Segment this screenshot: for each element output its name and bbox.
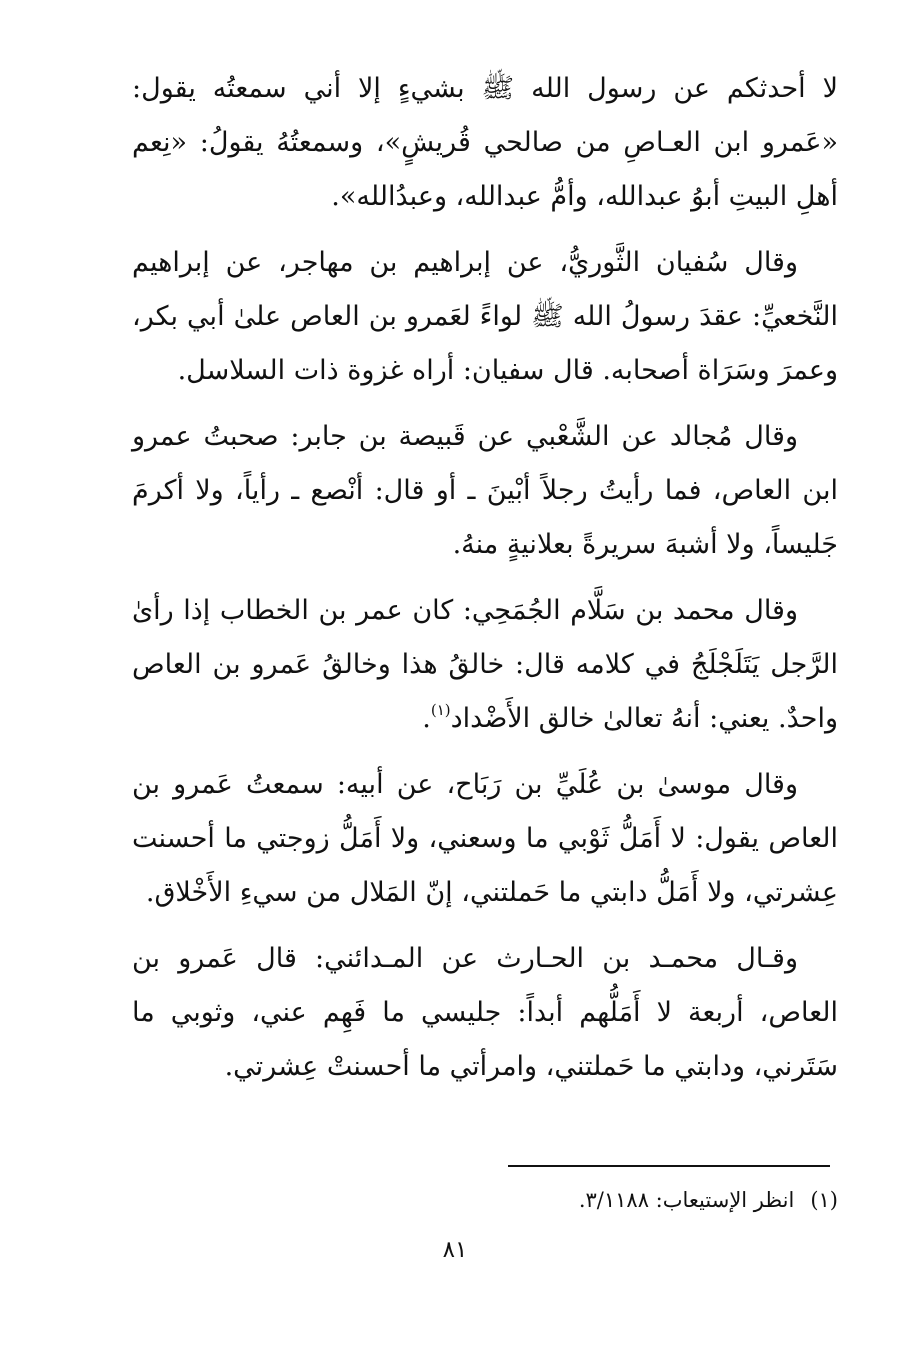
main-text	[132, 62, 838, 1094]
footnote-divider	[508, 1165, 830, 1167]
paragraph-1: لا أحدثكم عن رسول الله ﷺ بشيءٍ إلا أني سمعتُه يقول: «عَمرو ابن العـاصِ من صالحي قُريشٍ»، وسمعتُهُ يقولُ: «نِعم أهلِ البيتِ أبوُ عبدالله، وأمُّ عبدالله، وعبدُالله».	[132, 73, 838, 212]
paragraph-3: وقال مُجالد عن الشَّعْبي عن قَبيصة بن جابر: صحبتُ عمرو ابن العاص، فما رأيتُ رجلاً أبْينَ ـ أو قال: أنْصع ـ رأياً، ولا أكرمَ جَليساً، ولا أشبهَ سريرةً بعلانيةٍ منهُ.	[132, 421, 838, 560]
page-number: ٨١	[442, 1237, 468, 1263]
paragraph-6: وقـال محمـد بن الحـارث عن المـدائني: قال عَمرو بن العاص، أربعة لا أَمَلُّهم أبداً: جليسي ما فَهِم عني، وثوبي ما سَتَرني، ودابتي ما حَملتني، وامرأتي ما أحسنتْ عِشرتي.	[132, 943, 838, 1082]
footnote-reference[interactable]: (١)	[430, 701, 451, 719]
paragraph-4: وقال محمد بن سَلَّام الجُمَحِي: كان عمر بن الخطاب إذا رأىٰ الرَّجل يَتَلَجْلَجُ في كلامه قال: خالقُ هذا وخالقُ عَمرو بن العاص واحدٌ. يعني: أنهُ تعالىٰ خالق الأَضْداد$^{(١)}$.	[132, 595, 838, 734]
paragraph-5: وقال موسىٰ بن عُلَيِّ بن رَبَاح، عن أبيه: سمعتُ عَمرو بن العاص يقول: لا أَمَلُّ ثَوْبي ما وسعني، ولا أَمَلُّ زوجتي ما أحسنت عِشرتي، ولا أَمَلُّ دابتي ما حَملتني، إنّ المَلال من سيءِ الأَخْلاق.	[132, 769, 838, 908]
footnote-number: (١)	[810, 1188, 838, 1212]
paragraph-4-text: وقال محمد بن سَلَّام الجُمَحِي: كان عمر بن الخطاب إذا رأىٰ الرَّجل يَتَلَجْلَجُ في كلامه قال: خالقُ هذا وخالقُ عَمرو بن العاص واحدٌ. يعني: أنهُ تعالىٰ خالق الأَضْداد	[132, 595, 838, 734]
footnote	[132, 1184, 838, 1216]
paragraph-2: وقال سُفيان الثَّوريُّ، عن إبراهيم بن مهاجر، عن إبراهيم النَّخعيِّ: عقدَ رسولُ الله ﷺ لواءً لعَمرو بن العاص علىٰ أبي بكر، وعمرَ وسَرَاة أصحابه. قال سفيان: أراه غزوة ذات السلاسل.	[132, 247, 838, 386]
footnote-text: انظر الإستيعاب: ٣/١١٨٨.	[578, 1188, 795, 1212]
